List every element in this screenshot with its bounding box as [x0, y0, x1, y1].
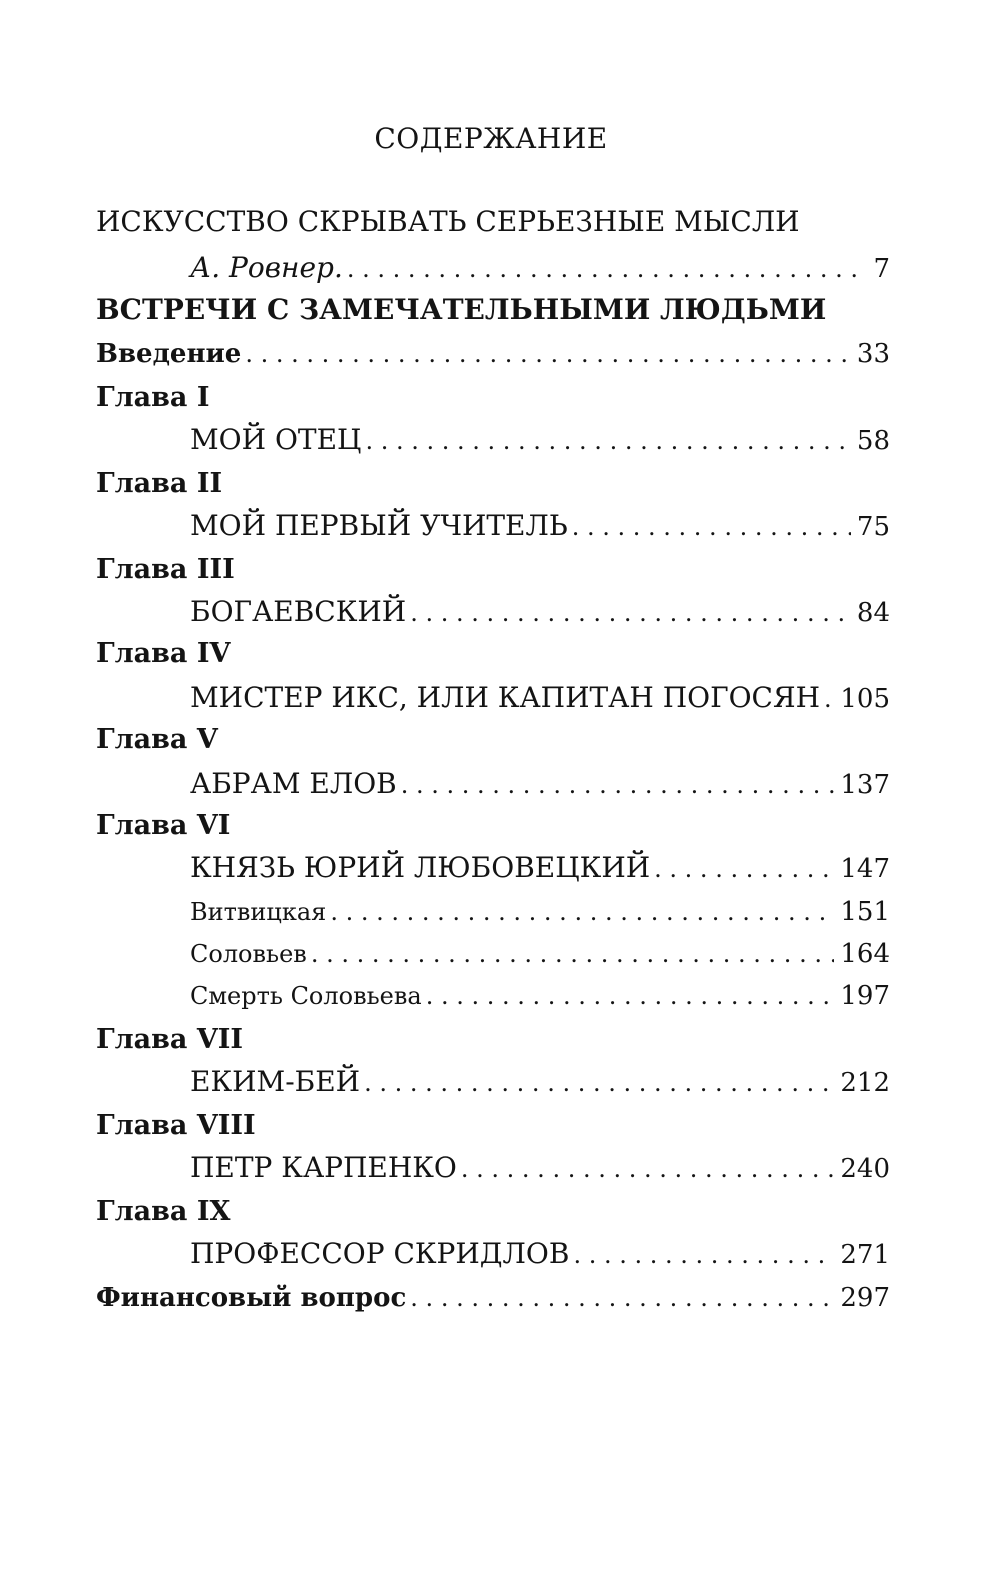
page-number: 7 — [873, 254, 890, 284]
toc-entry-chapter-8[interactable] — [190, 1150, 890, 1187]
dot-leader — [572, 509, 851, 545]
toc-entry-chapter-4[interactable] — [190, 680, 890, 717]
entry-label: АБРАМ ЕЛОВ — [190, 767, 397, 800]
dot-leader — [824, 681, 834, 717]
toc-entry-introduction[interactable] — [96, 336, 890, 372]
entry-label: МОЙ ПЕРВЫЙ УЧИТЕЛЬ — [190, 509, 568, 542]
toc-entry-section-vitvitskaya[interactable] — [190, 894, 890, 930]
page-number: 240 — [840, 1154, 890, 1184]
entry-label: Смерть Соловьева — [190, 982, 422, 1010]
chapter-label: Глава VII — [96, 1024, 244, 1055]
dot-leader — [245, 336, 851, 372]
chapter-label: Глава VI — [96, 810, 231, 841]
entry-label: КНЯЗЬ ЮРИЙ ЛЮБОВЕЦКИЙ — [190, 851, 651, 884]
page-number: 105 — [840, 684, 890, 714]
entry-label: А. Ровнер. — [190, 251, 343, 284]
entry-label: Соловьев — [190, 940, 307, 968]
toc-entry-section-death-of-solovyev[interactable] — [190, 978, 890, 1014]
dot-leader — [426, 978, 835, 1014]
dot-leader — [365, 423, 850, 459]
dot-leader — [410, 595, 851, 631]
entry-label: Финансовый вопрос — [96, 1283, 407, 1313]
chapter-label: Глава II — [96, 468, 223, 499]
page-number: 137 — [840, 770, 890, 800]
page-number: 297 — [840, 1283, 890, 1313]
entry-label: Введение — [96, 339, 242, 369]
book-title: ВСТРЕЧИ С ЗАМЕЧАТЕЛЬНЫМИ ЛЮДЬМИ — [96, 293, 827, 326]
chapter-label: Глава IX — [96, 1196, 231, 1227]
dot-leader — [401, 767, 835, 803]
chapter-label: Глава V — [96, 724, 218, 755]
intro-title: ИСКУССТВО СКРЫВАТЬ СЕРЬЕЗНЫЕ МЫСЛИ — [96, 205, 800, 238]
dot-leader — [410, 1280, 834, 1316]
toc-entry-chapter-1[interactable] — [190, 422, 890, 459]
toc-entry-intro-author[interactable] — [190, 250, 890, 287]
page-number: 147 — [840, 854, 890, 884]
page-number: 271 — [840, 1240, 890, 1270]
chapter-label: Глава III — [96, 554, 235, 585]
page-number: 212 — [840, 1068, 890, 1098]
entry-label: МОЙ ОТЕЦ — [190, 423, 362, 456]
entry-label: МИСТЕР ИКС, ИЛИ КАПИТАН ПОГОСЯН — [190, 681, 821, 714]
chapter-label: Глава VIII — [96, 1110, 256, 1141]
dot-leader — [330, 894, 834, 930]
toc-entry-chapter-2[interactable] — [190, 508, 890, 545]
page-number: 151 — [840, 897, 890, 927]
page-number: 164 — [840, 939, 890, 969]
toc-entry-section-solovyev[interactable] — [190, 936, 890, 972]
page-number: 58 — [856, 426, 890, 456]
dot-leader — [654, 851, 834, 887]
page-number: 75 — [856, 512, 890, 542]
entry-label: ПЕТР КАРПЕНКО — [190, 1151, 457, 1184]
toc-entry-chapter-9[interactable] — [190, 1236, 890, 1273]
page-title: СОДЕРЖАНИЕ — [374, 122, 608, 155]
page-number: 33 — [856, 339, 890, 369]
page-number: 197 — [840, 981, 890, 1011]
chapter-label: Глава IV — [96, 638, 231, 669]
entry-label: ПРОФЕССОР СКРИДЛОВ — [190, 1237, 570, 1270]
dot-leader — [347, 251, 868, 287]
entry-label: Витвицкая — [190, 898, 327, 926]
dot-leader — [364, 1065, 834, 1101]
dot-leader — [311, 936, 835, 972]
dot-leader — [573, 1237, 834, 1273]
page-number: 84 — [856, 598, 890, 628]
dot-leader — [461, 1151, 834, 1187]
toc-entry-chapter-7[interactable] — [190, 1064, 890, 1101]
entry-label: ЕКИМ-БЕЙ — [190, 1065, 361, 1098]
toc-entry-finance[interactable] — [96, 1280, 890, 1316]
toc-entry-chapter-5[interactable] — [190, 766, 890, 803]
chapter-label: Глава I — [96, 382, 210, 413]
toc-entry-chapter-3[interactable] — [190, 594, 890, 631]
toc-entry-chapter-6[interactable] — [190, 850, 890, 887]
entry-label: БОГАЕВСКИЙ — [190, 595, 407, 628]
